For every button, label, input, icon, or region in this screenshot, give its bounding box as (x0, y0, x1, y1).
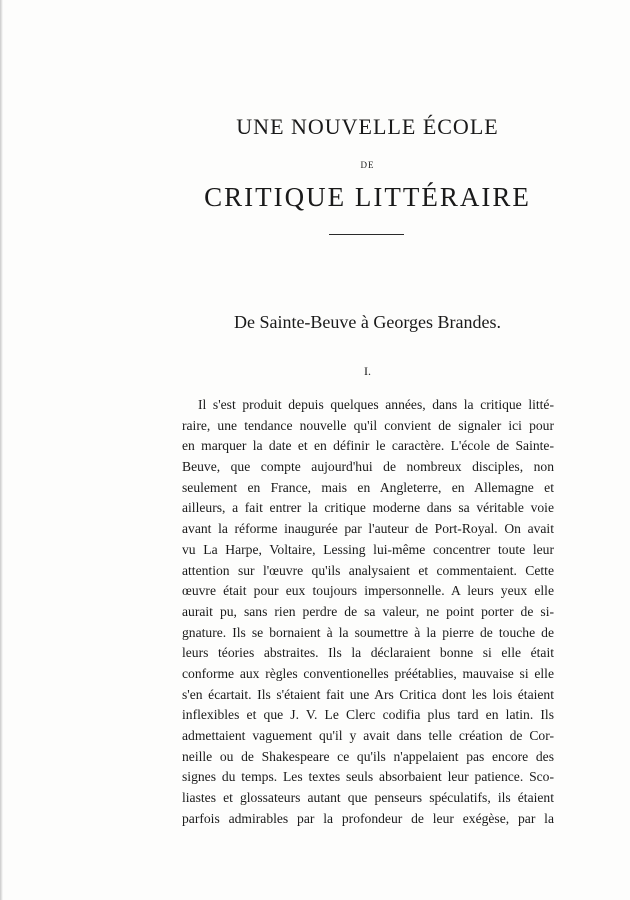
text-line: seulement en France, mais en Angleterre, en Allemagne et (182, 479, 554, 495)
text-line: aurait pu, sans rien perdre de sa valeur, ne point porter de si- (182, 603, 554, 619)
text-line: signes du temps. Les textes seuls absorbaient leur patience. Sco- (182, 769, 554, 785)
text-line: liastes et glossateurs autant que penseurs spéculatifs, ils étaient (182, 790, 554, 806)
text-line: conforme aux règles conventionelles préétablies, mauvaise si elle (182, 665, 554, 681)
text-line: vu La Harpe, Voltaire, Lessing lui-même concentrer toute leur (182, 541, 554, 557)
text-line: Il s'est produit depuis quelques années, dans la critique litté- (198, 397, 554, 412)
body-paragraph (182, 395, 554, 829)
text-line: gnature. Ils se bornaient à la soumettre à la pierre de touche de (182, 624, 554, 640)
text-line: raire, une tendance nouvelle qu'il convient de signaler ici pour (182, 417, 554, 433)
section-number: I. (364, 364, 371, 378)
text-line: leurs téories abstraites. Ils la déclaraient bonne si elle était (182, 645, 554, 661)
text-line: avant la réforme inaugurée par l'auteur de Port-Royal. On avait (182, 521, 554, 537)
text-line: inflexibles et que J. V. Le Clerc codifia plus tard en latin. Ils (182, 707, 554, 723)
chapter-title-line-1: UNE NOUVELLE ÉCOLE (236, 114, 499, 139)
text-line: attention sur l'œuvre qu'ils analysaient et commentaient. Cette (182, 562, 554, 578)
text-line: œuvre était pour eux toujours impersonnelle. A leurs yeux elle (182, 583, 554, 599)
text-line: neille ou de Shakespeare ce qu'ils n'appelaient pas encore des (182, 748, 554, 764)
text-line: parfois admirables par la profondeur de leur exégèse, par la (182, 810, 554, 826)
text-line: en marquer la date et en définir le caractère. L'école de Sainte- (182, 438, 554, 454)
chapter-title-connector: DE (360, 160, 375, 170)
title-divider-rule (329, 234, 404, 235)
text-line: Beuve, que compte aujourd'hui de nombreux disciples, non (182, 459, 554, 475)
chapter-title-line-2: CRITIQUE LITTÉRAIRE (204, 182, 531, 212)
text-line: ailleurs, a fait entrer la critique moderne dans sa véritable voie (182, 500, 554, 516)
text-line: admettaient vaguement qu'il y avait dans telle création de Cor- (182, 728, 554, 743)
text-line: s'en écartait. Ils s'étaient fait une Ars Critica dont les lois étaient (182, 686, 554, 702)
chapter-subtitle: De Sainte-Beuve à Georges Brandes. (233, 312, 502, 332)
